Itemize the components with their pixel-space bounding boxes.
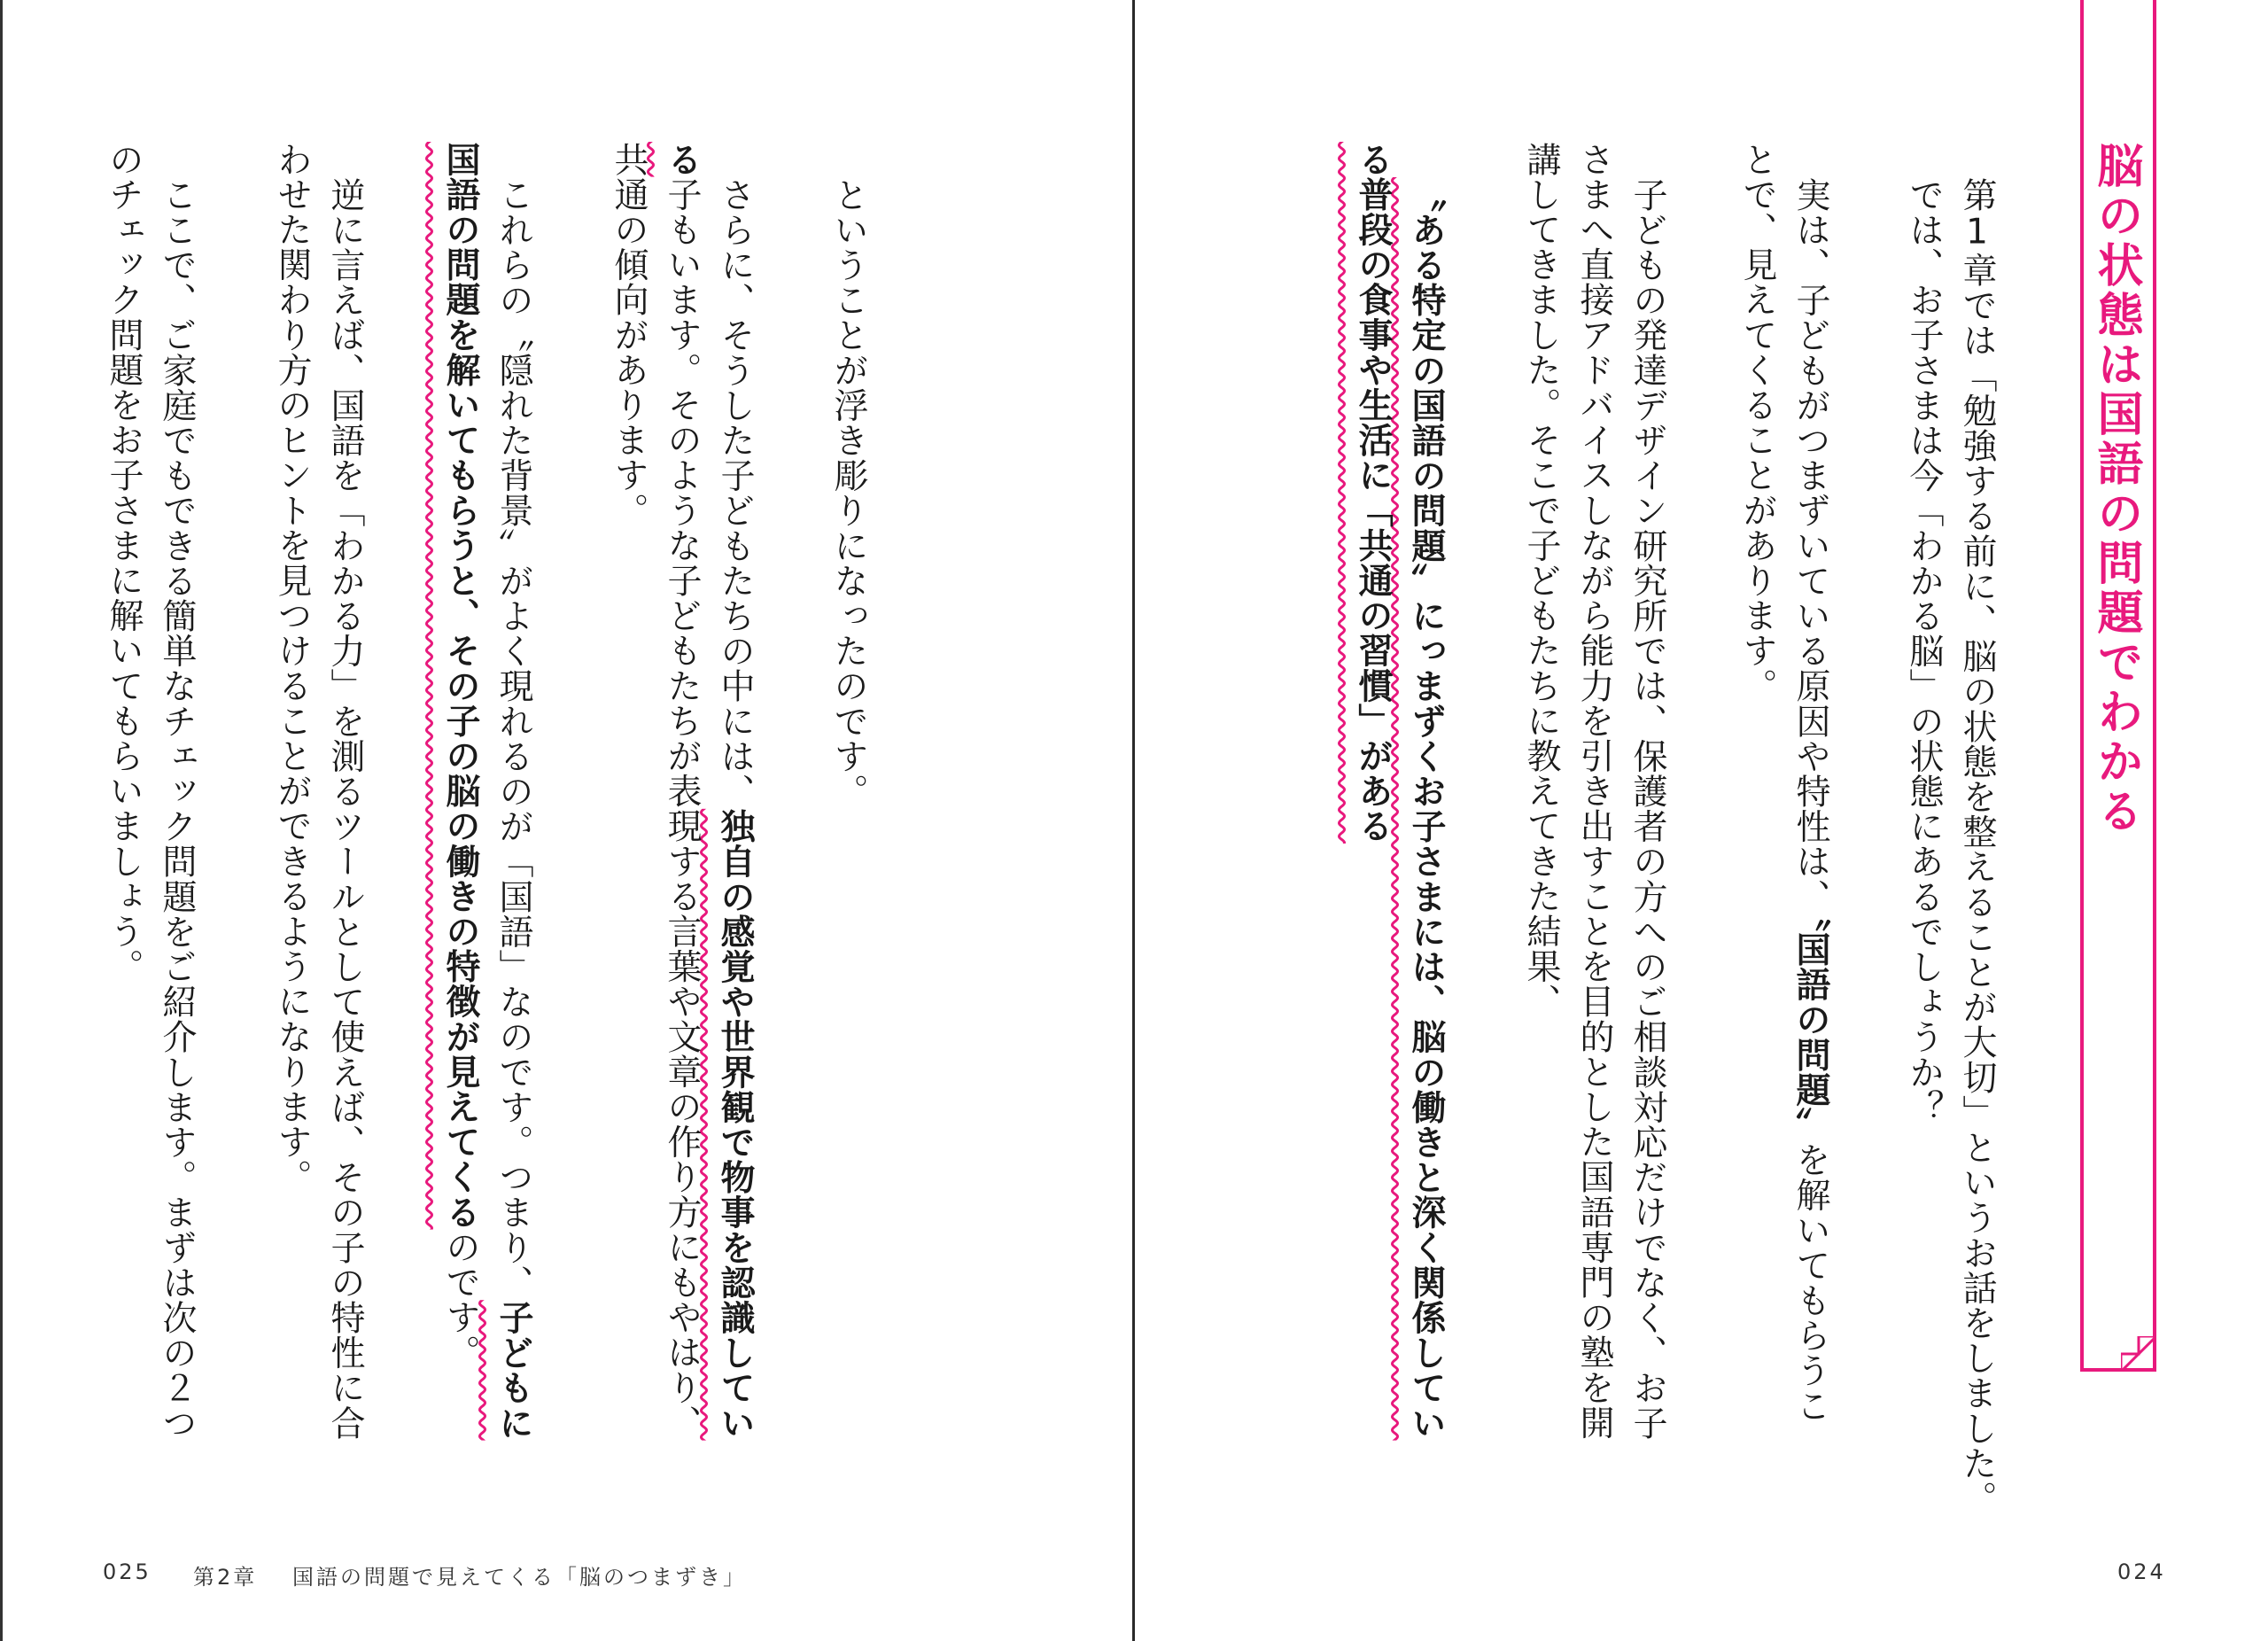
text-segment: のです。 (440, 1229, 480, 1371)
highlighted-phrase: 独自の感覚や世界観で物事を認識してい (715, 808, 755, 1441)
highlighted-phrase: 子どもに (493, 1300, 533, 1441)
heading-fold-corner (2121, 1336, 2156, 1372)
text-segment: とで、見えてくることがあります。 (1737, 142, 1777, 704)
text-segment: 共通の傾向があります。 (609, 142, 649, 528)
text-segment: さらに、そうした子どもたちの中には、 (715, 177, 755, 809)
text-line (1790, 177, 1830, 1424)
text-line (609, 142, 649, 528)
text-line (325, 177, 365, 1441)
text-segment: 子もいます。そのような子どもたちが表現する言葉や文章の作り方にもやはり、 (662, 176, 702, 1441)
highlighted-phrase: る普段の食事や生活に「共通の習慣」がある (1353, 142, 1393, 844)
text-segment: 実は、子どもがつまずいている原因や特性は、 (1790, 177, 1830, 914)
left-page-number: 025 (103, 1559, 151, 1584)
text-line (1737, 142, 1777, 704)
text-line (493, 177, 533, 1441)
text-segment: ということが浮き彫りになったのです。 (828, 177, 868, 809)
text-segment: これらの〝隠れた背景〟がよく現れるのが「国語」なのです。つまり、 (493, 177, 533, 1301)
chapter-label: 第2章 (193, 1565, 258, 1590)
text-line (1406, 177, 1446, 1441)
text-segment: 〝国語の問題〟 (1790, 914, 1830, 1143)
text-segment: のチェック問題をお子さまに解いてもらいましょう。 (104, 142, 144, 984)
text-line (157, 177, 197, 1441)
text-segment: わせた関わり方のヒントを見つけることができるようになります。 (272, 142, 312, 1194)
text-line (1353, 142, 1393, 844)
text-line (272, 142, 312, 1194)
highlighted-phrase: 国語の問題を解いてもらうと、その子の脳の働きの特徴が見えてくる (440, 142, 480, 1230)
chapter-title: 国語の問題で見えてくる「脳のつまずき」 (292, 1565, 747, 1590)
text-segment: では、お子さまは今「わかる脳」の状態にあるでしょうか？ (1904, 177, 1944, 1125)
text-segment: 子どもの発達デザイン研究所では、保護者の方へのご相談対応だけでなく、お子 (1627, 177, 1667, 1441)
text-segment: ここで、ご家庭でもできる簡単なチェック問題をご紹介します。まずは次の２つ (157, 177, 197, 1441)
text-line (715, 177, 755, 1441)
text-line (440, 142, 480, 1371)
text-line (1627, 177, 1667, 1441)
text-segment: さまへ直接アドバイスしながら能力を引き出すことを目的とした国語専門の塾を開 (1574, 142, 1614, 1441)
section-heading: 脳の状態は国語の問題でわかる (2089, 142, 2142, 836)
right-page-number: 024 (2117, 1559, 2166, 1584)
highlighted-phrase: 〝ある特定の国語の問題〟にっまずくお子さまには、脳の働きと深く関係してい (1406, 177, 1446, 1441)
text-segment: 逆に言えば、国語を「わかる力」を測るツールとして使えば、その子の特性に合 (325, 177, 365, 1441)
text-line (1904, 177, 1944, 1125)
text-line (828, 177, 868, 809)
text-line (662, 142, 702, 1441)
book-gutter (1132, 0, 1135, 1641)
text-line (104, 142, 144, 984)
text-line (1521, 142, 1561, 1019)
highlighted-phrase: る (662, 142, 702, 177)
text-line (1574, 142, 1614, 1441)
text-segment: 第1章では「勉強する前に、脳の状態を整えることが大切」というお話をしました。 (1957, 177, 1997, 1516)
text-segment: 講してきました。そこで子どもたちに教えてきた結果、 (1521, 142, 1561, 1019)
text-line (1957, 177, 1997, 1516)
text-segment: を解いてもらうこ (1790, 1142, 1830, 1424)
